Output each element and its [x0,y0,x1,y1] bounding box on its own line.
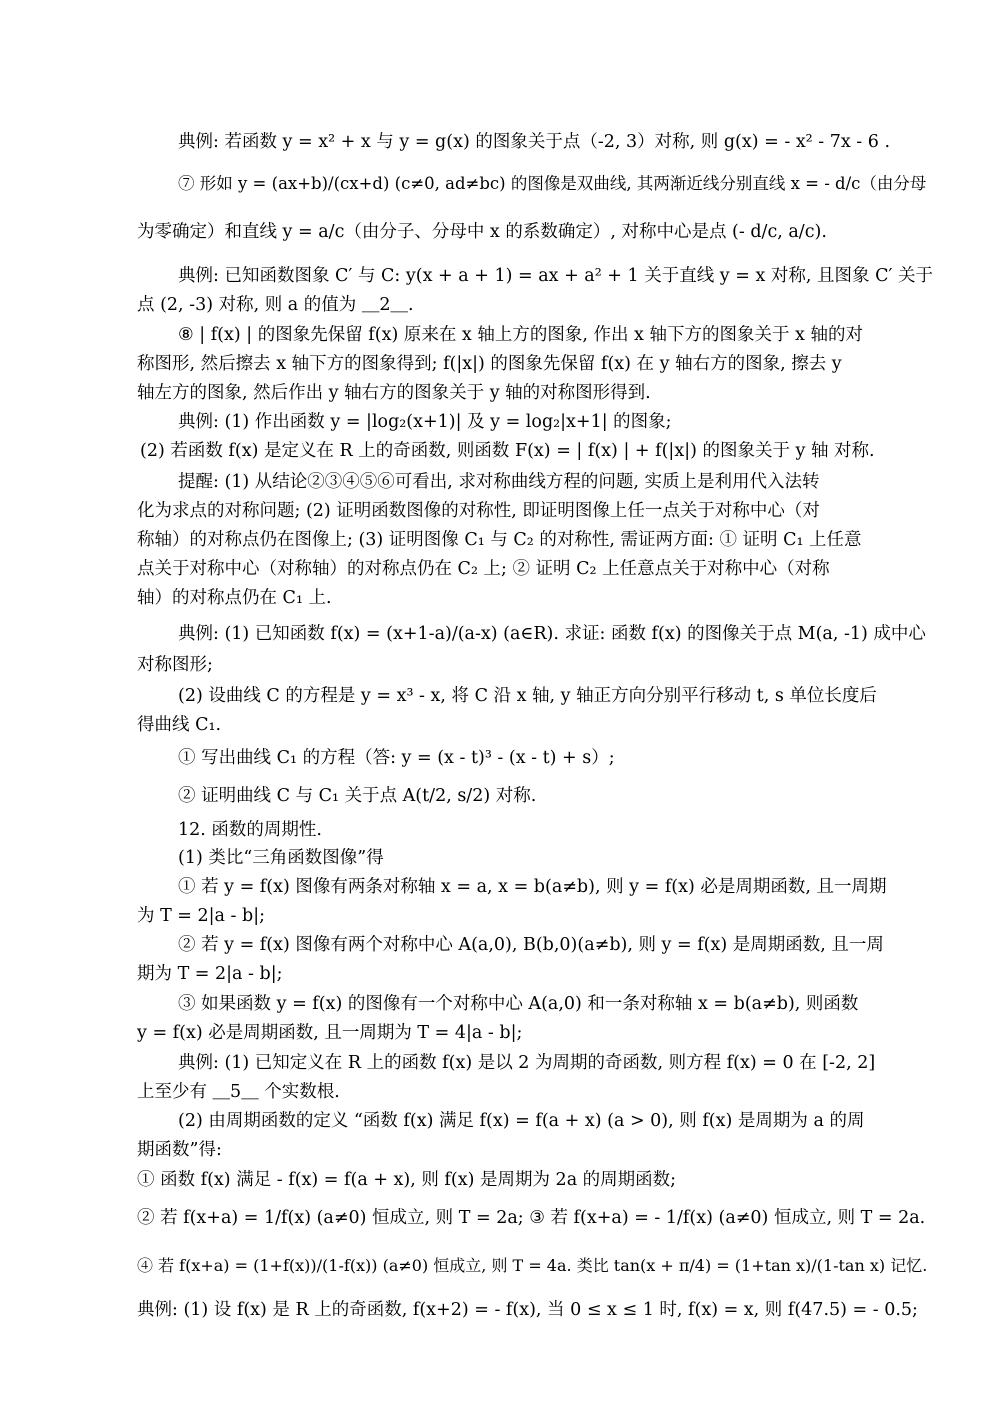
text-line: (2) 若函数 f(x) 是定义在 R 上的奇函数, 则函数 F(x) = | f(x) | + f(|x|) 的图象关于 y 轴 对称. [140,441,875,461]
text-line: ① 写出曲线 C₁ 的方程（答: y = (x - t)³ - (x - t) + s）; [178,748,615,768]
text-line: (2) 设曲线 C 的方程是 y = x³ - x, 将 C 沿 x 轴, y 轴正方向分别平行移动 t, s 单位长度后 [178,686,877,706]
text-line: ① 若 y = f(x) 图像有两条对称轴 x = a, x = b(a≠b), 则 y = f(x) 必是周期函数, 且一周期 [178,877,887,897]
text-line: 点关于对称中心（对称轴）的对称点仍在 C₂ 上; ② 证明 C₂ 上任意点关于对称中心（对称 [137,559,830,579]
text-line: ② 证明曲线 C 与 C₁ 关于点 A(t/2, s/2) 对称. [178,786,537,806]
text-line: 典例: (1) 已知定义在 R 上的函数 f(x) 是以 2 为周期的奇函数, 则方程 f(x) = 0 在 [-2, 2] [178,1053,876,1073]
text-line: 提醒: (1) 从结论②③④⑤⑥可看出, 求对称曲线方程的问题, 实质上是利用代入法转 [178,472,820,492]
text-line: 得曲线 C₁. [137,715,222,735]
text-line: ② 若 f(x+a) = 1/f(x) (a≠0) 恒成立, 则 T = 2a; ③ 若 f(x+a) = - 1/f(x) (a≠0) 恒成立, 则 T = 2a. [137,1208,926,1228]
text-line: y = f(x) 必是周期函数, 且一周期为 T = 4|a - b|; [137,1023,523,1043]
text-line: 上至少有 ＿5＿ 个实数根. [137,1082,340,1102]
text-line: 称轴）的对称点仍在图像上; (3) 证明图像 C₁ 与 C₂ 的对称性, 需证两方面: ① 证明 C₁ 上任意 [137,530,862,550]
text-line: ② 若 y = f(x) 图像有两个对称中心 A(a,0), B(b,0)(a≠b), 则 y = f(x) 是周期函数, 且一周 [178,935,884,955]
text-line: 对称图形; [137,655,213,675]
text-line: 化为求点的对称问题; (2) 证明函数图像的对称性, 即证明图像上任一点关于对称中心（对 [137,501,820,521]
text-line: (2) 由周期函数的定义 “函数 f(x) 满足 f(x) = f(a + x) (a > 0), 则 f(x) 是周期为 a 的周 [178,1111,865,1131]
text-line: 轴）的对称点仍在 C₁ 上. [137,588,332,608]
text-line: 典例: (1) 作出函数 y = |log₂(x+1)| 及 y = log₂|x+1| 的图象; [178,412,672,432]
text-line: (1) 类比“三角函数图像”得 [178,848,384,868]
text-line: 典例: (1) 已知函数 f(x) = (x+1-a)/(a-x) (a∈R). 求证: 函数 f(x) 的图像关于点 M(a, -1) 成中心 [178,624,926,644]
text-line: ⑧ | f(x) | 的图象先保留 f(x) 原来在 x 轴上方的图象, 作出 x 轴下方的图象关于 x 轴的对 [178,325,863,345]
text-line: 为零确定）和直线 y = a/c（由分子、分母中 x 的系数确定）, 对称中心是点 (- d/c, a/c). [137,222,827,242]
text-line: 典例: 已知函数图象 C′ 与 C: y(x + a + 1) = ax + a² + 1 关于直线 y = x 对称, 且图象 C′ 关于 [178,266,934,286]
text-line: 轴左方的图象, 然后作出 y 轴右方的图象关于 y 轴的对称图形得到. [137,383,651,403]
text-line: 为 T = 2|a - b|; [137,906,266,926]
text-line: 点 (2, -3) 对称, 则 a 的值为 ＿2＿. [137,295,414,315]
text-line: ③ 如果函数 y = f(x) 的图像有一个对称中心 A(a,0) 和一条对称轴 x = b(a≠b), 则函数 [178,994,859,1014]
text-line: ① 函数 f(x) 满足 - f(x) = f(a + x), 则 f(x) 是周期为 2a 的周期函数; [137,1170,677,1190]
text-line: 期为 T = 2|a - b|; [137,964,283,984]
text-line: ⑦ 形如 y = (ax+b)/(cx+d) (c≠0, ad≠bc) 的图像是双曲线, 其两渐近线分别直线 x = - d/c（由分母 [178,174,927,193]
text-line: ④ 若 f(x+a) = (1+f(x))/(1-f(x)) (a≠0) 恒成立, 则 T = 4a. 类比 tan(x + π/4) = (1+tan x)/(1-tan x) 记忆. [137,1256,928,1275]
text-line: 典例: (1) 设 f(x) 是 R 上的奇函数, f(x+2) = - f(x), 当 0 ≤ x ≤ 1 时, f(x) = x, 则 f(47.5) = - 0.5; [137,1300,918,1320]
text-line: 典例: 若函数 y = x² + x 与 y = g(x) 的图象关于点（-2, 3）对称, 则 g(x) = - x² - 7x - 6 . [178,132,891,152]
text-line: 12. 函数的周期性. [178,820,322,840]
text-line: 称图形, 然后擦去 x 轴下方的图象得到; f(|x|) 的图象先保留 f(x) 在 y 轴右方的图象, 擦去 y [137,354,842,374]
text-line: 期函数”得: [137,1140,222,1160]
